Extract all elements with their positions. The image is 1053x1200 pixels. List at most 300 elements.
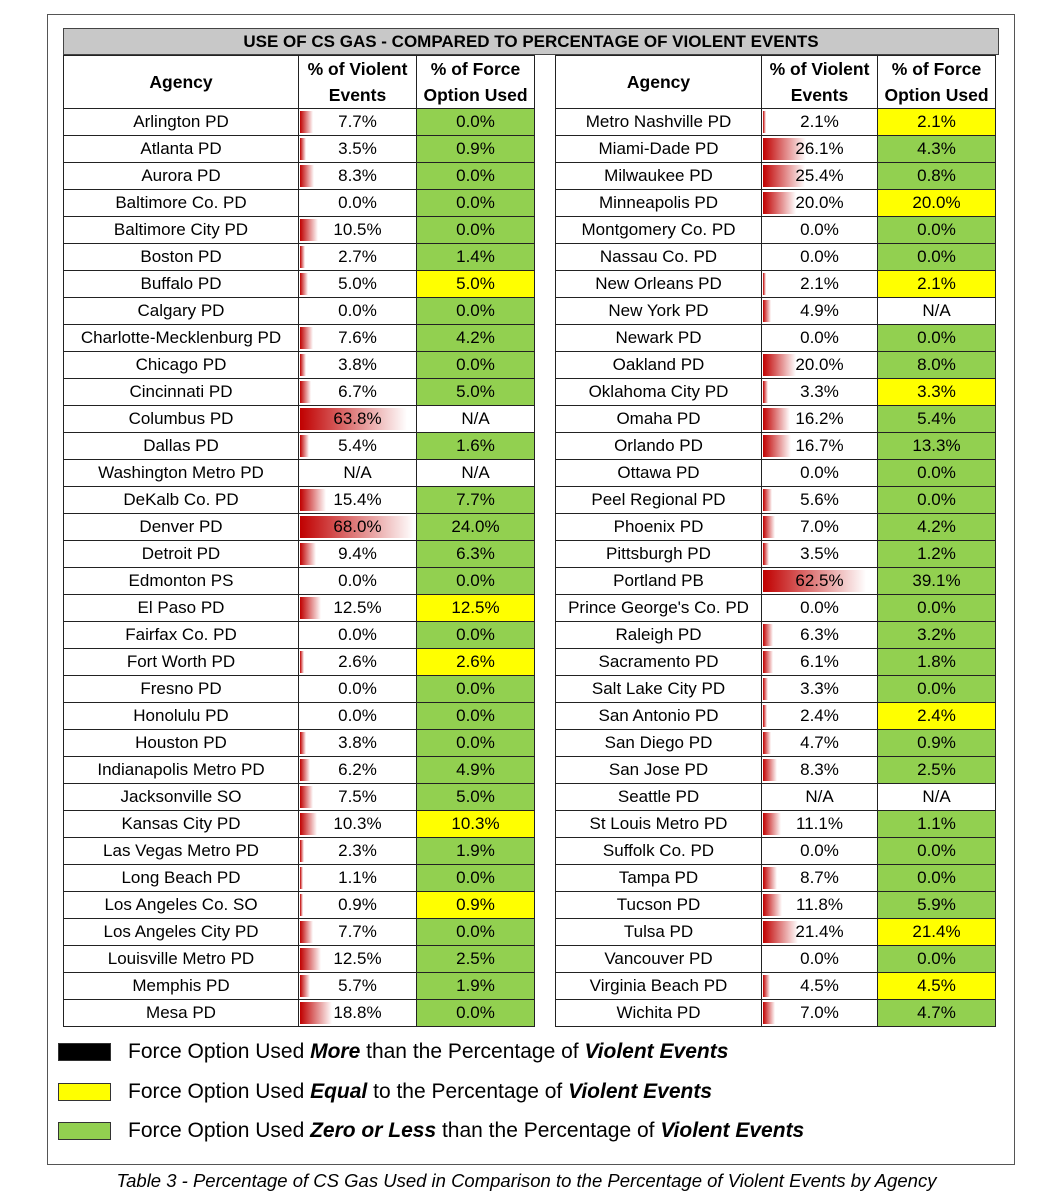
violent-events-cell bbox=[299, 244, 417, 271]
agency-cell: Sacramento PD bbox=[556, 649, 762, 676]
violent-events-value: 7.7% bbox=[338, 112, 377, 131]
table-row bbox=[64, 109, 535, 136]
violent-events-bar bbox=[763, 894, 782, 916]
table-row bbox=[64, 973, 535, 1000]
table-row bbox=[64, 865, 535, 892]
agency-cell: Houston PD bbox=[64, 730, 299, 757]
table-row bbox=[64, 271, 535, 298]
violent-events-value: 0.0% bbox=[800, 220, 839, 239]
table-row bbox=[64, 757, 535, 784]
violent-events-cell bbox=[762, 298, 878, 325]
violent-events-cell bbox=[762, 811, 878, 838]
legend-text-part: to the Percentage of bbox=[367, 1080, 569, 1103]
violent-events-cell bbox=[762, 460, 878, 487]
violent-events-bar bbox=[300, 246, 305, 268]
header-label: % of Violent bbox=[307, 59, 408, 79]
violent-events-value: 12.5% bbox=[333, 598, 382, 617]
header-agency bbox=[64, 56, 299, 109]
violent-events-value: 4.9% bbox=[800, 301, 839, 320]
agency-cell: Charlotte-Mecklenburg PD bbox=[64, 325, 299, 352]
violent-events-bar bbox=[763, 678, 768, 700]
force-option-cell: 24.0% bbox=[417, 514, 535, 541]
agency-cell: Milwaukee PD bbox=[556, 163, 762, 190]
violent-events-value: 3.3% bbox=[800, 679, 839, 698]
legend-swatch bbox=[58, 1083, 111, 1101]
violent-events-cell bbox=[762, 1000, 878, 1027]
table-row bbox=[64, 649, 535, 676]
agency-cell: Montgomery Co. PD bbox=[556, 217, 762, 244]
violent-events-bar bbox=[300, 651, 304, 673]
force-option-cell: 0.0% bbox=[417, 568, 535, 595]
force-option-cell: 0.0% bbox=[417, 730, 535, 757]
agency-cell: Orlando PD bbox=[556, 433, 762, 460]
agency-cell: Fort Worth PD bbox=[64, 649, 299, 676]
force-option-cell: 0.0% bbox=[417, 163, 535, 190]
violent-events-cell bbox=[762, 568, 878, 595]
agency-cell: Wichita PD bbox=[556, 1000, 762, 1027]
agency-cell: Newark PD bbox=[556, 325, 762, 352]
table-row bbox=[556, 271, 996, 298]
agency-cell: Omaha PD bbox=[556, 406, 762, 433]
table-title: USE OF CS GAS - COMPARED TO PERCENTAGE OF VIOLENT EVENTS bbox=[63, 28, 999, 55]
force-option-cell: 0.0% bbox=[417, 298, 535, 325]
table-row bbox=[64, 919, 535, 946]
violent-events-bar bbox=[763, 867, 777, 889]
force-option-cell: 0.0% bbox=[878, 595, 996, 622]
legend-swatch bbox=[58, 1122, 111, 1140]
violent-events-cell bbox=[299, 190, 417, 217]
violent-events-value: 5.0% bbox=[338, 274, 377, 293]
table-row bbox=[556, 622, 996, 649]
header-label: % of Force bbox=[891, 59, 982, 79]
violent-events-cell bbox=[762, 271, 878, 298]
legend-item bbox=[58, 1078, 958, 1108]
agency-cell: Washington Metro PD bbox=[64, 460, 299, 487]
header-force-option bbox=[417, 56, 535, 109]
violent-events-value: 7.0% bbox=[800, 517, 839, 536]
violent-events-cell bbox=[762, 730, 878, 757]
agency-cell: Miami-Dade PD bbox=[556, 136, 762, 163]
violent-events-value: 0.0% bbox=[338, 571, 377, 590]
violent-events-value: 11.8% bbox=[796, 895, 843, 914]
force-option-cell: 3.3% bbox=[878, 379, 996, 406]
legend-text bbox=[128, 1078, 712, 1106]
violent-events-bar bbox=[300, 948, 321, 970]
table-row bbox=[556, 973, 996, 1000]
violent-events-value: 0.0% bbox=[800, 328, 839, 347]
violent-events-bar bbox=[763, 516, 775, 538]
table-row bbox=[64, 1000, 535, 1027]
table-row bbox=[64, 946, 535, 973]
violent-events-cell bbox=[762, 163, 878, 190]
force-option-cell: 0.0% bbox=[878, 460, 996, 487]
table-row bbox=[64, 163, 535, 190]
violent-events-bar bbox=[763, 975, 770, 997]
violent-events-bar bbox=[763, 921, 798, 943]
force-option-cell: 0.8% bbox=[878, 163, 996, 190]
legend-text-part: Zero or Less bbox=[310, 1119, 437, 1142]
table-row bbox=[556, 433, 996, 460]
table-row bbox=[64, 487, 535, 514]
violent-events-cell bbox=[299, 865, 417, 892]
violent-events-bar bbox=[763, 273, 766, 295]
violent-events-bar bbox=[300, 597, 321, 619]
violent-events-cell bbox=[299, 433, 417, 460]
violent-events-value: 0.0% bbox=[800, 247, 839, 266]
violent-events-cell bbox=[762, 595, 878, 622]
agency-cell: Vancouver PD bbox=[556, 946, 762, 973]
agency-cell: San Antonio PD bbox=[556, 703, 762, 730]
force-option-cell: 2.5% bbox=[417, 946, 535, 973]
violent-events-cell bbox=[299, 325, 417, 352]
table-row bbox=[64, 217, 535, 244]
table-row bbox=[556, 460, 996, 487]
force-option-cell: 4.2% bbox=[417, 325, 535, 352]
violent-events-value: 0.0% bbox=[338, 679, 377, 698]
table-row bbox=[556, 946, 996, 973]
agency-cell: Los Angeles City PD bbox=[64, 919, 299, 946]
violent-events-bar bbox=[300, 219, 318, 241]
violent-events-cell bbox=[762, 703, 878, 730]
table-row bbox=[64, 379, 535, 406]
force-option-cell: 5.0% bbox=[417, 784, 535, 811]
force-option-cell: 0.0% bbox=[878, 217, 996, 244]
violent-events-bar bbox=[763, 489, 772, 511]
force-option-cell: 0.0% bbox=[417, 109, 535, 136]
violent-events-value: 0.0% bbox=[338, 193, 377, 212]
force-option-cell: 0.0% bbox=[878, 676, 996, 703]
force-option-cell: 0.0% bbox=[878, 946, 996, 973]
violent-events-cell bbox=[299, 136, 417, 163]
violent-events-value: 8.7% bbox=[800, 868, 839, 887]
force-option-cell: 8.0% bbox=[878, 352, 996, 379]
table-row bbox=[64, 703, 535, 730]
violent-events-cell bbox=[762, 892, 878, 919]
violent-events-cell bbox=[299, 703, 417, 730]
header-label: % of Violent bbox=[769, 59, 870, 79]
violent-events-bar bbox=[763, 624, 773, 646]
agency-cell: Pittsburgh PD bbox=[556, 541, 762, 568]
force-option-cell: 5.4% bbox=[878, 406, 996, 433]
header-row bbox=[64, 56, 535, 109]
violent-events-cell bbox=[762, 433, 878, 460]
force-option-cell: 6.3% bbox=[417, 541, 535, 568]
violent-events-cell bbox=[762, 649, 878, 676]
legend-swatch bbox=[58, 1043, 111, 1061]
violent-events-bar bbox=[300, 354, 306, 376]
violent-events-value: 25.4% bbox=[795, 166, 844, 185]
violent-events-cell bbox=[762, 676, 878, 703]
violent-events-value: 0.0% bbox=[338, 301, 377, 320]
agency-cell: Honolulu PD bbox=[64, 703, 299, 730]
force-option-cell: 2.5% bbox=[878, 757, 996, 784]
agency-cell: Memphis PD bbox=[64, 973, 299, 1000]
table-row bbox=[556, 784, 996, 811]
header-violent-events bbox=[762, 56, 878, 109]
caption: Table 3 - Percentage of CS Gas Used in Comparison to the Percentage of Violent Events by Agency bbox=[116, 1170, 937, 1191]
header-label: Option Used bbox=[884, 85, 989, 105]
violent-events-bar bbox=[300, 543, 316, 565]
violent-events-value: 16.7% bbox=[795, 436, 844, 455]
violent-events-cell bbox=[299, 838, 417, 865]
table-row bbox=[556, 406, 996, 433]
force-option-cell: 0.0% bbox=[417, 865, 535, 892]
force-option-cell: 0.0% bbox=[878, 244, 996, 271]
violent-events-cell bbox=[762, 838, 878, 865]
violent-events-value: 3.8% bbox=[338, 733, 377, 752]
agency-cell: New Orleans PD bbox=[556, 271, 762, 298]
violent-events-value: 0.0% bbox=[338, 625, 377, 644]
violent-events-value: 2.1% bbox=[800, 274, 839, 293]
violent-events-value: 18.8% bbox=[333, 1003, 382, 1022]
force-option-cell: 1.9% bbox=[417, 973, 535, 1000]
agency-cell: Oakland PD bbox=[556, 352, 762, 379]
force-option-cell: 5.0% bbox=[417, 379, 535, 406]
violent-events-cell bbox=[299, 271, 417, 298]
violent-events-value: 6.2% bbox=[338, 760, 377, 779]
table-row bbox=[556, 919, 996, 946]
violent-events-cell bbox=[299, 298, 417, 325]
agency-cell: Atlanta PD bbox=[64, 136, 299, 163]
force-option-cell: 0.0% bbox=[417, 1000, 535, 1027]
violent-events-value: N/A bbox=[343, 463, 372, 482]
violent-events-value: 5.6% bbox=[800, 490, 839, 509]
force-option-cell: 1.8% bbox=[878, 649, 996, 676]
agency-cell: Dallas PD bbox=[64, 433, 299, 460]
left-table bbox=[63, 55, 535, 1027]
force-option-cell: 4.7% bbox=[878, 1000, 996, 1027]
violent-events-value: 7.0% bbox=[800, 1003, 839, 1022]
violent-events-cell bbox=[299, 568, 417, 595]
violent-events-cell bbox=[299, 379, 417, 406]
force-option-cell: 7.7% bbox=[417, 487, 535, 514]
violent-events-bar bbox=[763, 651, 773, 673]
table-row bbox=[556, 676, 996, 703]
agency-cell: Arlington PD bbox=[64, 109, 299, 136]
violent-events-cell bbox=[762, 406, 878, 433]
agency-cell: Boston PD bbox=[64, 244, 299, 271]
violent-events-bar bbox=[763, 1002, 775, 1024]
agency-cell: San Jose PD bbox=[556, 757, 762, 784]
violent-events-value: 3.5% bbox=[338, 139, 377, 158]
legend-text-part: More bbox=[310, 1040, 361, 1063]
violent-events-cell bbox=[762, 946, 878, 973]
violent-events-bar bbox=[763, 813, 781, 835]
force-option-cell: N/A bbox=[417, 460, 535, 487]
agency-cell: Edmonton PS bbox=[64, 568, 299, 595]
force-option-cell: 0.0% bbox=[417, 676, 535, 703]
table-row bbox=[64, 460, 535, 487]
violent-events-value: 0.0% bbox=[338, 706, 377, 725]
agency-cell: Tucson PD bbox=[556, 892, 762, 919]
force-option-cell: 20.0% bbox=[878, 190, 996, 217]
agency-cell: Kansas City PD bbox=[64, 811, 299, 838]
violent-events-cell bbox=[299, 784, 417, 811]
agency-cell: Baltimore Co. PD bbox=[64, 190, 299, 217]
force-option-cell: 1.2% bbox=[878, 541, 996, 568]
table-row bbox=[64, 838, 535, 865]
force-option-cell: 0.0% bbox=[417, 190, 535, 217]
legend-text-part: Equal bbox=[310, 1080, 368, 1103]
violent-events-bar bbox=[300, 894, 303, 916]
table-row bbox=[64, 406, 535, 433]
violent-events-cell bbox=[762, 487, 878, 514]
table-row bbox=[556, 541, 996, 568]
agency-cell: Minneapolis PD bbox=[556, 190, 762, 217]
force-option-cell: 1.6% bbox=[417, 433, 535, 460]
violent-events-cell bbox=[762, 244, 878, 271]
force-option-cell: 1.9% bbox=[417, 838, 535, 865]
header-agency bbox=[556, 56, 762, 109]
violent-events-cell bbox=[299, 514, 417, 541]
violent-events-value: 0.9% bbox=[338, 895, 377, 914]
violent-events-value: 4.7% bbox=[800, 733, 839, 752]
violent-events-value: 20.0% bbox=[795, 355, 844, 374]
legend-text-part: Force Option Used bbox=[128, 1080, 311, 1103]
table-row bbox=[556, 514, 996, 541]
violent-events-value: 1.1% bbox=[338, 868, 377, 887]
agency-cell: Metro Nashville PD bbox=[556, 109, 762, 136]
violent-events-value: 8.3% bbox=[800, 760, 839, 779]
legend-text-part: Violent Events bbox=[568, 1080, 713, 1103]
legend-text-part: Violent Events bbox=[584, 1040, 729, 1063]
agency-cell: Virginia Beach PD bbox=[556, 973, 762, 1000]
agency-cell: Salt Lake City PD bbox=[556, 676, 762, 703]
violent-events-value: 26.1% bbox=[795, 139, 844, 158]
agency-cell: Long Beach PD bbox=[64, 865, 299, 892]
force-option-cell: 21.4% bbox=[878, 919, 996, 946]
violent-events-cell bbox=[299, 757, 417, 784]
violent-events-cell bbox=[762, 352, 878, 379]
agency-cell: San Diego PD bbox=[556, 730, 762, 757]
force-option-cell: 12.5% bbox=[417, 595, 535, 622]
violent-events-value: 0.0% bbox=[800, 841, 839, 860]
violent-events-value: 6.1% bbox=[800, 652, 839, 671]
violent-events-cell bbox=[299, 649, 417, 676]
violent-events-bar bbox=[300, 273, 308, 295]
table-row bbox=[64, 190, 535, 217]
violent-events-cell bbox=[762, 136, 878, 163]
violent-events-value: 68.0% bbox=[333, 517, 382, 536]
force-option-cell: 0.0% bbox=[417, 703, 535, 730]
force-option-cell: 10.3% bbox=[417, 811, 535, 838]
violent-events-value: 6.7% bbox=[338, 382, 377, 401]
header-row bbox=[556, 56, 996, 109]
table-row bbox=[64, 784, 535, 811]
violent-events-cell bbox=[299, 973, 417, 1000]
force-option-cell: 2.1% bbox=[878, 271, 996, 298]
violent-events-bar bbox=[763, 408, 790, 430]
violent-events-bar bbox=[300, 867, 303, 889]
agency-cell: Mesa PD bbox=[64, 1000, 299, 1027]
violent-events-cell bbox=[762, 919, 878, 946]
agency-cell: Phoenix PD bbox=[556, 514, 762, 541]
violent-events-cell bbox=[299, 109, 417, 136]
violent-events-cell bbox=[299, 892, 417, 919]
violent-events-cell bbox=[762, 865, 878, 892]
table-row bbox=[556, 811, 996, 838]
violent-events-cell bbox=[762, 217, 878, 244]
agency-cell: Columbus PD bbox=[64, 406, 299, 433]
violent-events-value: 4.5% bbox=[800, 976, 839, 995]
violent-events-bar bbox=[300, 732, 306, 754]
violent-events-cell bbox=[299, 352, 417, 379]
agency-cell: Cincinnati PD bbox=[64, 379, 299, 406]
legend-text bbox=[128, 1117, 804, 1145]
agency-cell: Aurora PD bbox=[64, 163, 299, 190]
agency-cell: Baltimore City PD bbox=[64, 217, 299, 244]
table-row bbox=[556, 838, 996, 865]
table-row bbox=[556, 352, 996, 379]
table-row bbox=[556, 892, 996, 919]
table-row bbox=[64, 595, 535, 622]
table-row bbox=[64, 136, 535, 163]
agency-cell: Oklahoma City PD bbox=[556, 379, 762, 406]
agency-cell: New York PD bbox=[556, 298, 762, 325]
violent-events-value: 21.4% bbox=[795, 922, 844, 941]
force-option-cell: 0.0% bbox=[417, 217, 535, 244]
violent-events-value: 16.2% bbox=[795, 409, 844, 428]
violent-events-bar bbox=[300, 921, 313, 943]
force-option-cell: 0.9% bbox=[417, 136, 535, 163]
violent-events-cell bbox=[762, 541, 878, 568]
violent-events-bar bbox=[300, 813, 317, 835]
violent-events-value: N/A bbox=[805, 787, 834, 806]
violent-events-bar bbox=[300, 327, 313, 349]
agency-cell: Denver PD bbox=[64, 514, 299, 541]
force-option-cell: 2.1% bbox=[878, 109, 996, 136]
violent-events-cell bbox=[762, 109, 878, 136]
violent-events-value: 0.0% bbox=[800, 463, 839, 482]
violent-events-bar bbox=[300, 786, 313, 808]
violent-events-bar bbox=[763, 732, 771, 754]
violent-events-cell bbox=[762, 379, 878, 406]
violent-events-cell bbox=[299, 217, 417, 244]
table-row bbox=[64, 514, 535, 541]
violent-events-value: 15.4% bbox=[333, 490, 382, 509]
force-option-cell: N/A bbox=[878, 784, 996, 811]
violent-events-bar bbox=[763, 759, 777, 781]
violent-events-value: 2.6% bbox=[338, 652, 377, 671]
header-label: % of Force bbox=[430, 59, 521, 79]
force-option-cell: 0.0% bbox=[417, 352, 535, 379]
violent-events-bar bbox=[300, 381, 311, 403]
agency-cell: El Paso PD bbox=[64, 595, 299, 622]
force-option-cell: 0.0% bbox=[878, 487, 996, 514]
agency-cell: Prince George's Co. PD bbox=[556, 595, 762, 622]
violent-events-value: 2.4% bbox=[800, 706, 839, 725]
violent-events-cell bbox=[299, 676, 417, 703]
violent-events-value: 8.3% bbox=[338, 166, 377, 185]
agency-cell: Portland PB bbox=[556, 568, 762, 595]
violent-events-value: 7.6% bbox=[338, 328, 377, 347]
violent-events-cell bbox=[299, 730, 417, 757]
agency-cell: Peel Regional PD bbox=[556, 487, 762, 514]
violent-events-value: 7.5% bbox=[338, 787, 377, 806]
table-row bbox=[556, 595, 996, 622]
violent-events-value: 3.5% bbox=[800, 544, 839, 563]
violent-events-bar bbox=[763, 354, 796, 376]
force-option-cell: 4.9% bbox=[417, 757, 535, 784]
violent-events-value: 2.1% bbox=[800, 112, 839, 131]
table-row bbox=[556, 217, 996, 244]
agency-cell: Las Vegas Metro PD bbox=[64, 838, 299, 865]
violent-events-cell bbox=[299, 622, 417, 649]
violent-events-value: 0.0% bbox=[800, 949, 839, 968]
legend-item bbox=[58, 1038, 958, 1068]
violent-events-value: 20.0% bbox=[795, 193, 844, 212]
right-table bbox=[555, 55, 996, 1027]
